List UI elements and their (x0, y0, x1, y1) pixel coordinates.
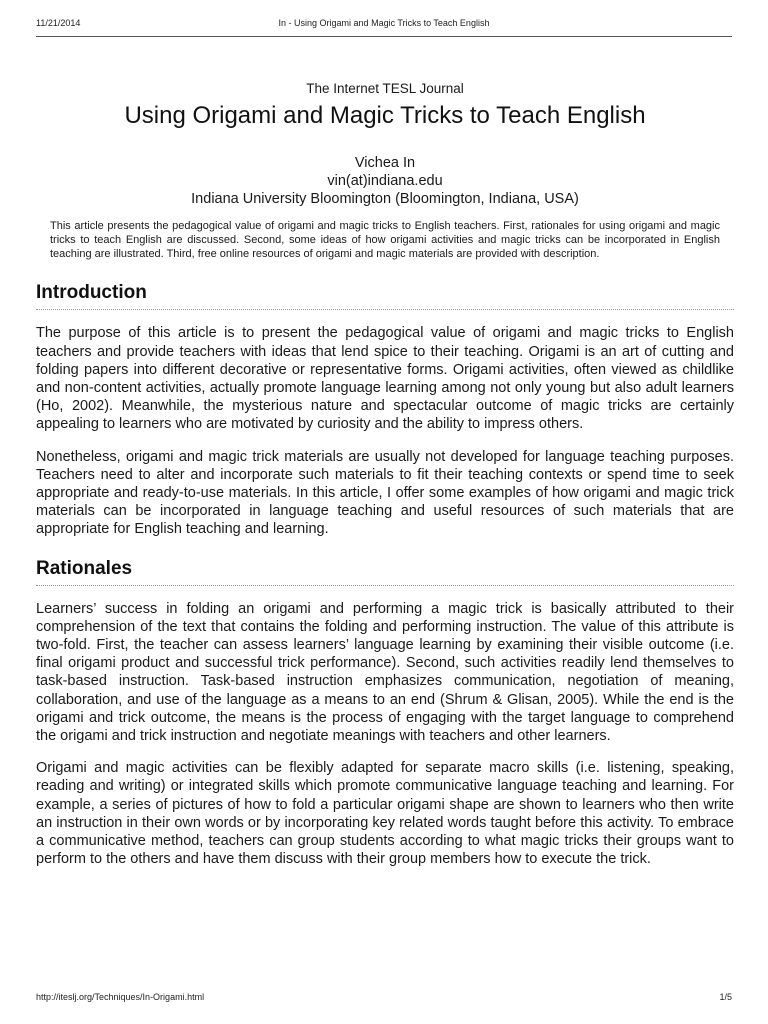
introduction-paragraph-2: Nonetheless, origami and magic trick materials are usually not developed for language teaching purposes. Teachers need to alter and incorporate such materials to fit their teaching contexts or spend time to seek appropriate and ready-to-use materials. In this article, I offer some examples of how origami and magic trick materials can be incorporated in language teaching and useful resources of such materials that are appropriate for English teaching and learning. (36, 448, 734, 538)
page-url-link[interactable]: http://iteslj.org/Techniques/In-Origami.html (36, 992, 205, 1002)
author-affiliation: Indiana University Bloomington (Bloomington, Indiana, USA) (191, 191, 579, 207)
article-body (36, 80, 734, 868)
journal-name: The Internet TESL Journal (306, 81, 464, 96)
section-heading-introduction: Introduction (36, 281, 734, 310)
article-title: Using Origami and Magic Tricks to Teach English (124, 102, 646, 129)
print-doc-title: In - Using Origami and Magic Tricks to Teach English (278, 18, 490, 28)
rationales-paragraph-1: Learners’ success in folding an origami and performing a magic trick is basically attributed to their comprehension of the text that contains the folding and performing instruction. The value of this attribute is two-fold. First, the teacher can assess learners’ language learning by examining their visible outcome (i.e. final origami product and successful trick performance). Second, such activities readily lend themselves to task-based instruction. Task-based instruction emphasizes communication, negotiation of meaning, collaboration, and use of the language as a means to an end (Shrum & Glisan, 2005). While the end is the origami and trick outcome, the means is the process of engaging with the target language to comprehend the origami and trick instruction and negotiate meanings with teachers and other learners. (36, 600, 734, 745)
print-footer (36, 992, 732, 1006)
section-heading-rationales: Rationales (36, 557, 734, 586)
print-date: 11/21/2014 (36, 18, 81, 28)
author-block (36, 154, 734, 208)
introduction-paragraph-1: The purpose of this article is to present the pedagogical value of origami and magic tricks to English teachers and provide teachers with ideas that lend spice to their teaching. Origami is an art of cutting and folding papers into different decorative or representative forms. Origami activities, often viewed as childlike and non-content activities, actually promote language learning among not only young but also adult learners (Ho, 2002). Meanwhile, the mysterious nature and spectacular outcome of magic tricks are certainly appealing to learners who are motivated by curiosity and the ability to impress others. (36, 325, 734, 433)
author-email: vin(at)indiana.edu (327, 173, 443, 189)
print-header (36, 14, 732, 37)
author-name: Vichea In (354, 155, 416, 171)
abstract: This article presents the pedagogical value of origami and magic tricks to English teachers. First, rationales for using origami and magic tricks to teach English are discussed. Second, some ideas of how origami activities and magic tricks can be incorporated in English teaching are illustrated. Third, free online resources of origami and magic materials are provided with description. (50, 220, 720, 260)
page-number: 1/5 (719, 992, 732, 1002)
rationales-paragraph-2: Origami and magic activities can be flexibly adapted for separate macro skills (i.e. listening, speaking, reading and writing) or integrated skills which promote communicative language teaching and learning. For example, a series of pictures of how to fold a particular origami shape are shown to learners who then write an instruction in their own words or by incorporating key related words taught before this activity. To embrace a communicative method, teachers can group students according to what magic tricks their groups want to perform to the others and have them discuss with their group members how to execute the trick. (36, 760, 734, 868)
